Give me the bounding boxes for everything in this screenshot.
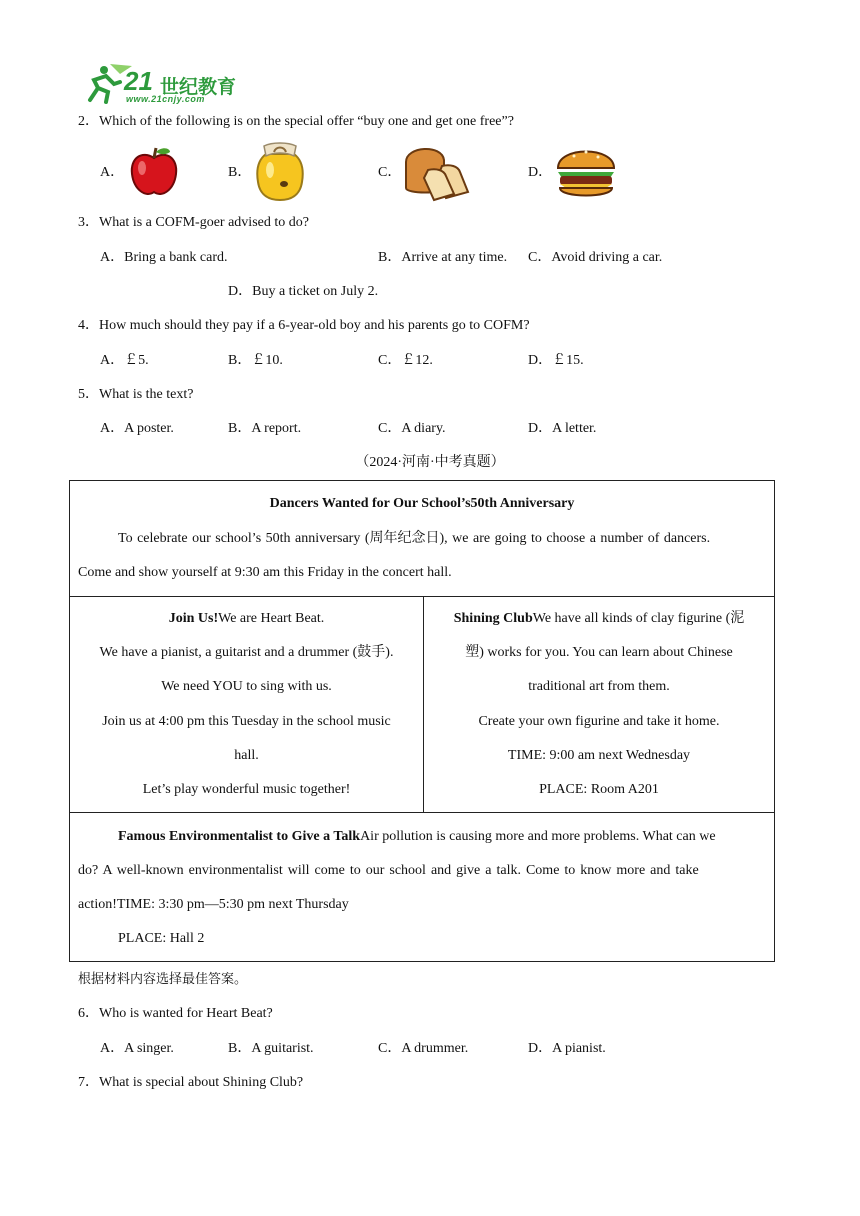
- environmentalist-title: Famous Environmentalist to Give a Talk: [118, 829, 361, 844]
- notice-intro-line-2: Come and show yourself at 9:30 am this Friday in the concert hall.: [78, 565, 452, 580]
- question-5-stem: 5．What is the text?: [78, 387, 194, 402]
- shining-club-line-1: 塑) works for you. You can learn about Chinese: [465, 645, 733, 660]
- q6-option-b[interactable]: B．A guitarist.: [228, 1041, 314, 1056]
- logo-url: www.21cnjy.com: [126, 94, 205, 104]
- q4-option-a[interactable]: A．￡5.: [100, 353, 149, 368]
- shining-club-title: Shining Club: [453, 611, 533, 626]
- apple-icon: [126, 144, 182, 205]
- question-3-stem: 3．What is a COFM-goer advised to do?: [78, 215, 309, 230]
- heart-beat-line-5: Let’s play wonderful music together!: [142, 782, 351, 797]
- logo-chinese: 世纪教育: [160, 76, 237, 98]
- q5-option-d[interactable]: D．A letter.: [528, 421, 597, 436]
- shining-club-line-5: PLACE: Room A201: [539, 782, 659, 797]
- heart-beat-line-2: We need YOU to sing with us.: [161, 679, 332, 694]
- q6-option-c[interactable]: C．A drummer.: [378, 1041, 469, 1056]
- shining-club-line-3: Create your own figurine and take it home.: [478, 714, 720, 729]
- q5-option-b[interactable]: B．A report.: [228, 421, 302, 436]
- q2-option-c[interactable]: C．: [378, 165, 402, 180]
- environmentalist-line-4: PLACE: Hall 2: [118, 931, 205, 946]
- logo-number: 21: [124, 66, 153, 96]
- shining-club-line-4: TIME: 9:00 am next Wednesday: [507, 748, 691, 763]
- question-6-stem: 6．Who is wanted for Heart Beat?: [78, 1006, 273, 1021]
- question-2-stem: 2．Which of the following is on the special offer “buy one and get one free”?: [78, 114, 514, 129]
- q4-option-c[interactable]: C．￡12.: [378, 353, 433, 368]
- q4-option-b[interactable]: B．￡10.: [228, 353, 283, 368]
- source-label: （2024·河南·中考真题）: [355, 455, 505, 470]
- environmentalist-line-1-rest: Air pollution is causing more and more problems. What can we: [360, 829, 716, 844]
- q4-option-d[interactable]: D．￡15.: [528, 353, 584, 368]
- heart-beat-title-line: [70, 610, 423, 628]
- heart-beat-line-4: hall.: [234, 748, 259, 763]
- question-7-stem: 7．What is special about Shining Club?: [78, 1075, 304, 1090]
- q6-option-d[interactable]: D．A pianist.: [528, 1041, 606, 1056]
- heart-beat-line-3: Join us at 4:00 pm this Tuesday in the school music: [102, 714, 391, 729]
- q5-option-c[interactable]: C．A diary.: [378, 421, 446, 436]
- instruction-text: 根据材料内容选择最佳答案。: [78, 972, 248, 987]
- hamburger-icon: [554, 142, 618, 205]
- q2-option-b[interactable]: B．: [228, 165, 252, 180]
- heart-beat-title: Join Us!: [168, 611, 219, 626]
- q6-option-a[interactable]: A．A singer.: [100, 1041, 174, 1056]
- environmentalist-line-2: do? A well-known environmentalist will come to our school and give a talk. Come to know more and take: [78, 863, 699, 878]
- q3-option-a[interactable]: A．Bring a bank card.: [100, 250, 228, 265]
- shining-club-line-2: traditional art from them.: [528, 679, 670, 694]
- q3-option-c[interactable]: C．Avoid driving a car.: [528, 250, 663, 265]
- honey-jar-icon: [252, 140, 308, 207]
- environmentalist-line-3: action!TIME: 3:30 pm—5:30 pm next Thursday: [78, 897, 349, 912]
- notice-title: Dancers Wanted for Our School’s50th Anniversary: [269, 496, 575, 511]
- q3-option-b[interactable]: B．Arrive at any time.: [378, 250, 508, 265]
- q3-option-d[interactable]: D．Buy a ticket on July 2.: [228, 284, 379, 299]
- question-4-stem: 4．How much should they pay if a 6-year-old boy and his parents go to COFM?: [78, 318, 530, 333]
- shining-club-title-rest: We have all kinds of clay figurine (泥: [532, 611, 745, 626]
- q5-option-a[interactable]: A．A poster.: [100, 421, 174, 436]
- q2-option-d[interactable]: D．: [528, 165, 553, 180]
- heart-beat-title-rest: We are Heart Beat.: [218, 611, 325, 626]
- shining-club-title-line: [424, 610, 774, 628]
- notice-intro-line-1: To celebrate our school’s 50th anniversary (周年纪念日), we are going to choose a number of dancers.: [118, 531, 711, 546]
- logo: [80, 62, 242, 106]
- heart-beat-line-1: We have a pianist, a guitarist and a drummer (鼓手).: [99, 645, 394, 660]
- q2-option-a[interactable]: A．: [100, 165, 125, 180]
- environmentalist-line-1: [118, 828, 768, 846]
- bread-icon: [402, 142, 472, 207]
